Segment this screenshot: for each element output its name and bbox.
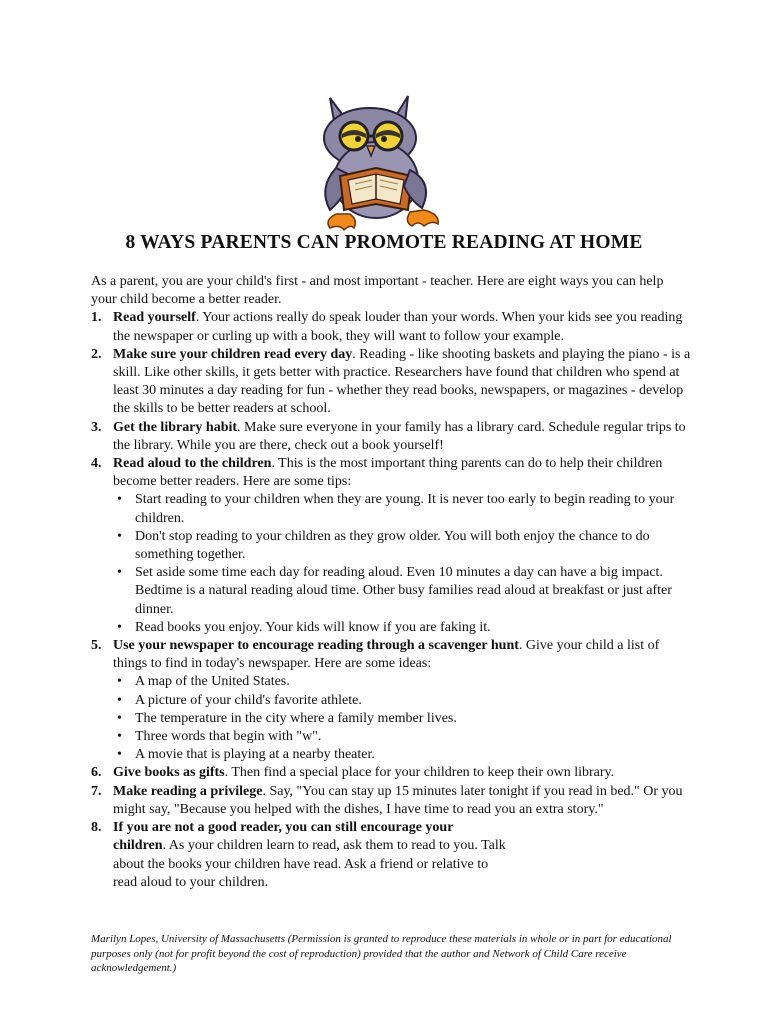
item-lead: Read aloud to the children — [113, 456, 272, 472]
item-lead: If you are not a good reader, you can still encourage your children — [113, 820, 454, 854]
item-lead: Get the library habit — [113, 419, 238, 435]
idea-item: • Three words that begin with "w". — [113, 728, 691, 746]
idea-item: • The temperature in the city where a family member lives. — [113, 710, 691, 728]
item-lead: Give books as gifts — [113, 765, 225, 781]
item-text: . Your actions really do speak louder than your words. When your kids see you reading the newspaper or curling up with a book, they will want to follow your example. — [113, 310, 683, 344]
item-number: 2. — [91, 346, 102, 362]
item-text: . Say, "You can stay up 15 minutes later tonight if you read in bed." Or you might say, "Because you helped with the dishes, I have time to read you an extra story." — [113, 783, 683, 817]
list-item — [91, 819, 508, 892]
tip-item: • Read books you enjoy. Your kids will know if you are faking it. — [113, 619, 691, 637]
list-item — [91, 637, 691, 764]
intro-paragraph: As a parent, you are your child's first - and most important - teacher. Here are eight ways you can help your child become a better reader. — [91, 274, 664, 308]
list-item — [91, 419, 691, 455]
item-lead: Use your newspaper to encourage reading through a scavenger hunt — [113, 638, 519, 654]
list-item — [91, 783, 691, 819]
item-number: 4. — [91, 456, 102, 472]
list-item — [91, 309, 691, 345]
item-number: 7. — [91, 783, 102, 799]
item-lead: Make reading a privilege — [113, 783, 263, 799]
idea-item: • A picture of your child's favorite athlete. — [113, 692, 691, 710]
page-title: 8 WAYS PARENTS CAN PROMOTE READING AT HOME — [125, 232, 643, 253]
list-item — [91, 455, 691, 637]
item-text: . Then find a special place for your children to keep their own library. — [224, 765, 615, 781]
tip-item: • Start reading to your children when they are young. It is never too early to begin reading to your children. — [113, 491, 691, 527]
item-number: 1. — [91, 310, 102, 326]
item-number: 5. — [91, 638, 102, 654]
idea-item: • A movie that is playing at a nearby theater. — [113, 746, 691, 764]
item-number: 6. — [91, 765, 102, 781]
item-lead: Read yourself — [113, 310, 196, 326]
ideas-list — [113, 673, 691, 764]
item-number: 3. — [91, 419, 102, 435]
item-number: 8. — [91, 820, 102, 836]
item-text: . As your children learn to read, ask them to read to you. Talk about the books your children have read. Ask a friend or relative to read aloud to your children. — [113, 838, 506, 890]
item-text: . Give your child a list of things to find in today's newspaper. Here are some ideas: — [113, 638, 660, 672]
item-text: . Reading - like shooting baskets and playing the piano - is a skill. Like other skills, it gets better with practice. Researchers have found that children who spend at least 30 minutes a day reading for fun - whether they read books, newspapers, or magazines - develop the skills to be better readers at school. — [113, 346, 691, 417]
tip-item: • Set aside some time each day for reading aloud. Even 10 minutes a day can have a big impact. Bedtime is a natural reading aloud time. Other busy families read aloud at breakfast or just after dinner. — [113, 564, 691, 619]
article-body — [91, 273, 691, 892]
item-text: . Make sure everyone in your family has a library card. Schedule regular trips to the library. While you are there, check out a book yourself! — [113, 419, 686, 453]
list-item — [91, 346, 691, 419]
owl-reading-book-icon — [300, 92, 472, 234]
item-lead: Make sure your children read every day — [113, 346, 353, 362]
list-item — [91, 764, 691, 782]
tip-item: • Don't stop reading to your children as they grow older. You will both enjoy the chance to do something together. — [113, 528, 691, 564]
item-text: . This is the most important thing parents can do to help their children become better readers. Here are some tips: — [113, 456, 663, 490]
tips-list — [113, 491, 691, 637]
attribution-footer: Marilyn Lopes, University of Massachusetts (Permission is granted to reproduce these materials in whole or in part for educational purposes only (not for profit beyond the cost of reproduction) provided that the author and Network of Child Care receive acknowledgement.) — [91, 933, 672, 974]
idea-item: • A map of the United States. — [113, 673, 691, 691]
ways-list — [91, 309, 691, 892]
